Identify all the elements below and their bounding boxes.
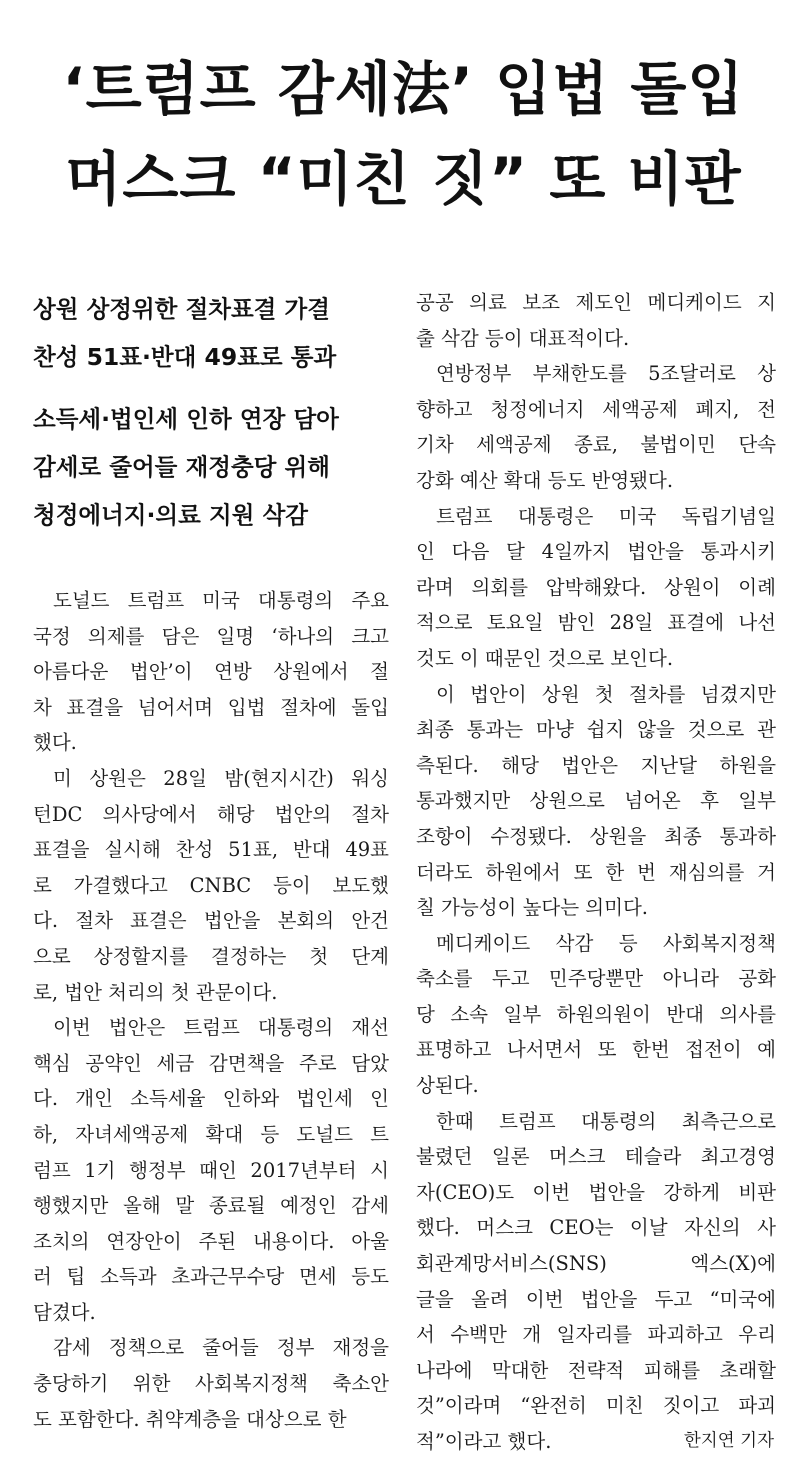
text-line: 충당하기 위한 사회복지정책 축소안 [33, 1372, 389, 1396]
text-line: 출 삭감 등이 대표적이다. [416, 326, 630, 350]
text-line: 메디케이드 삭감 등 사회복지정책 [436, 931, 776, 955]
paragraph [33, 1330, 389, 1437]
subhead-group [33, 395, 389, 539]
text-line: 연방정부 부채한도를 5조달러로 상 [436, 362, 776, 386]
text-line: 럼프 1기 행정부 때인 2017년부터 시 [33, 1158, 389, 1182]
text-line: 축소를 두고 민주당뿐만 아니라 공화 [416, 967, 776, 991]
text-line: 미 상원은 28일 밤(현지시간) 워싱 [53, 766, 389, 790]
text-line: 것”이라며 “완전히 미친 짓이고 파괴 [416, 1394, 776, 1418]
text-line: 표결을 실시해 찬성 51표, 반대 49표 [33, 838, 389, 862]
text-line: 적으로 토요일 밤인 28일 표결에 나선 [416, 611, 776, 635]
text-line: 기차 세액공제 종료, 불법이민 단속 [416, 433, 776, 457]
byline: 한지연 기자 [683, 1431, 774, 1451]
right-body-text [416, 285, 776, 1460]
text-line: 이 법안이 상원 첫 절차를 넘겼지만 [436, 682, 776, 706]
headline-line-2: 머스크 “미친 짓” 또 비판 [65, 145, 742, 213]
text-line: 글을 올려 이번 법안을 두고 “미국에 [416, 1287, 776, 1311]
paragraph [416, 677, 776, 926]
left-column [33, 285, 389, 1437]
text-line: 조치의 연장안이 주된 내용이다. 아울 [33, 1229, 389, 1253]
text-line: 트럼프 대통령은 미국 독립기념일 [436, 504, 776, 528]
paragraph [33, 761, 389, 1010]
text-line: 강화 예산 확대 등도 반영됐다. [416, 468, 674, 492]
text-line: 것도 이 때문인 것으로 보인다. [416, 646, 674, 670]
text-line: 했다. 머스크 CEO는 이날 자신의 사 [416, 1216, 776, 1240]
text-line: 도 포함한다. 취약계층을 대상으로 한 [33, 1407, 347, 1431]
text-line: 표명하고 나서면서 또 한번 접전이 예 [416, 1038, 776, 1062]
paragraph [416, 1104, 776, 1460]
text-line: 한때 트럼프 대통령의 최측근으로 [436, 1109, 776, 1133]
paragraph [416, 356, 776, 498]
text-line: 인 다음 달 4일까지 법안을 통과시키 [416, 540, 776, 564]
text-line: 나라에 막대한 전략적 피해를 초래할 [416, 1358, 776, 1382]
text-line: 측된다. 해당 법안은 지난달 하원을 [416, 753, 776, 777]
paragraph [416, 926, 776, 1104]
text-line: 향하고 청정에너지 세액공제 폐지, 전 [416, 397, 776, 421]
text-line: 회관계망서비스(SNS) 엑스(X)에 [416, 1252, 776, 1276]
text-line: 로, 법안 처리의 첫 관문이다. [33, 980, 278, 1004]
text-line: 공공 의료 보조 제도인 메디케이드 지 [416, 291, 776, 314]
text-line: 턴DC 의사당에서 해당 법안의 절차 [33, 802, 389, 826]
text-line: 차 표결을 넘어서며 입법 절차에 돌입 [33, 695, 389, 719]
text-line: 통과했지만 상원으로 넘어온 후 일부 [416, 789, 776, 813]
text-line: 서 수백만 개 일자리를 파괴하고 우리 [416, 1323, 776, 1347]
text-line [416, 1424, 776, 1460]
text-line: 국정 의제를 담은 일명 ‘하나의 크고 [33, 624, 389, 648]
text-line: 라며 의회를 압박해왔다. 상원이 이례 [416, 575, 776, 599]
paragraph [416, 499, 776, 677]
text-line: 핵심 공약인 세금 감면책을 주로 담았 [33, 1051, 389, 1075]
text-line: 했다. [33, 731, 77, 755]
subhead-line: 청정에너지·의료 지원 삭감 [33, 501, 309, 529]
text-line: 조항이 수정됐다. 상원을 최종 통과하 [416, 824, 776, 848]
paragraph [33, 583, 389, 761]
subhead-line: 찬성 51표·반대 49표로 통과 [33, 343, 337, 371]
subhead-line: 상원 상정위한 절차표결 가결 [33, 295, 330, 323]
text-line: 상된다. [416, 1074, 479, 1098]
text-line: 칠 가능성이 높다는 의미다. [416, 896, 649, 920]
headline-line-1: ‘트럼프 감세法’ 입법 돌입 [62, 55, 745, 123]
text-line: 행했지만 올해 말 종료될 예정인 감세 [33, 1194, 389, 1218]
text-line: 자(CEO)도 이번 법안을 강하게 비판 [416, 1180, 776, 1204]
text-line-content: 적”이라고 했다. [416, 1430, 552, 1453]
text-line: 당 소속 일부 하원의원이 반대 의사를 [416, 1002, 776, 1026]
subhead-group [33, 285, 389, 381]
headline [0, 44, 807, 224]
text-line: 로 가결했다고 CNBC 등이 보도했 [33, 873, 389, 897]
right-column [416, 285, 776, 1460]
subhead-line: 감세로 줄어들 재정충당 위해 [33, 453, 330, 481]
left-body-text [33, 583, 389, 1437]
text-line: 담겼다. [33, 1300, 96, 1324]
text-line: 최종 통과는 마냥 쉽지 않을 것으로 관 [416, 718, 776, 742]
text-line: 다. 개인 소득세율 인하와 법인세 인 [33, 1087, 389, 1111]
text-line: 더라도 하원에서 또 한 번 재심의를 거 [416, 860, 776, 884]
subhead-line: 소득세·법인세 인하 연장 담아 [33, 405, 339, 433]
text-line: 도널드 트럼프 미국 대통령의 주요 [53, 589, 389, 612]
text-line: 하, 자녀세액공제 확대 등 도널드 트 [33, 1122, 389, 1146]
text-line: 이번 법안은 트럼프 대통령의 재선 [53, 1016, 389, 1040]
paragraph [416, 285, 776, 356]
subheadings [33, 285, 389, 539]
text-line: 으로 상정할지를 결정하는 첫 단계 [33, 944, 389, 968]
text-line: 러 팁 소득과 초과근무수당 면세 등도 [33, 1265, 389, 1289]
text-line: 다. 절차 표결은 법안을 본회의 안건 [33, 909, 389, 933]
text-line: 아름다운 법안’이 연방 상원에서 절 [33, 660, 389, 684]
text-line: 감세 정책으로 줄어들 정부 재정을 [53, 1336, 389, 1360]
text-line: 불렸던 일론 머스크 테슬라 최고경영 [416, 1145, 776, 1169]
paragraph [33, 1010, 389, 1330]
